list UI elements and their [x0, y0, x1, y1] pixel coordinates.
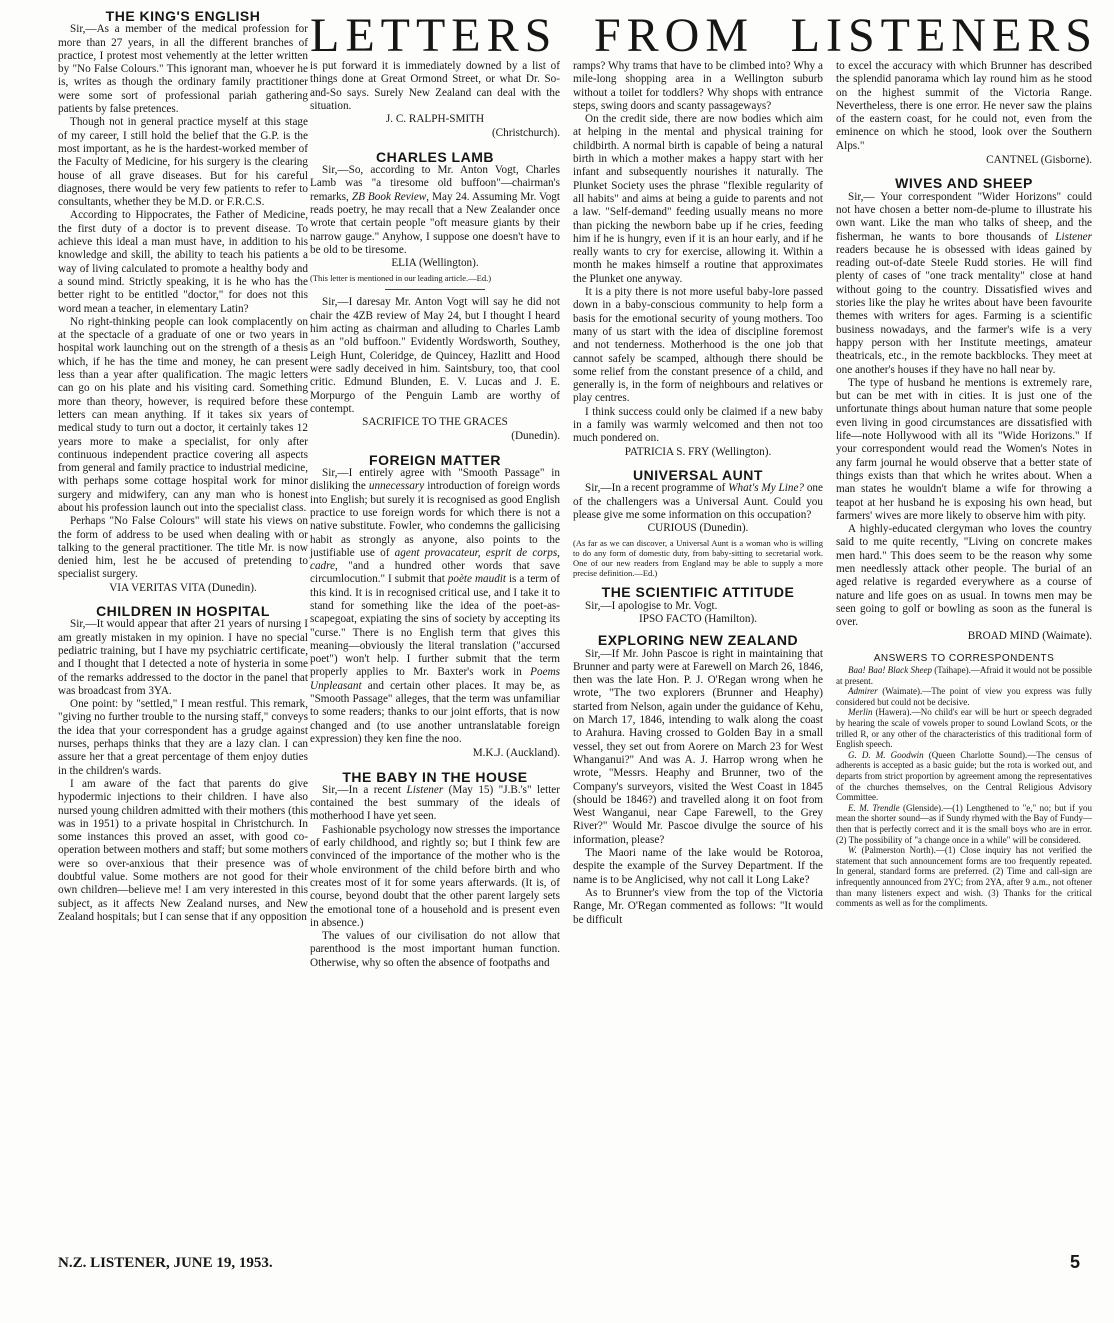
letter-foreign-matter [310, 451, 560, 761]
answer-item [836, 750, 1092, 803]
paragraph: The values of our civilisation do not allow that parenthood is the most important human function. Otherwise, why so often the absence of footpaths and [310, 930, 560, 969]
editor-note: (This letter is mentioned in our leading article.—Ed.) [310, 273, 492, 284]
signature: CURIOUS (Dunedin). [647, 522, 749, 535]
italic-title: Poems Unpleasant [310, 666, 560, 692]
paragraph: Though not in general practice myself at this stage of my career, I still hold the belief that the G.P. is the most important, as he is the hardest-worked member of the Faculty of Medicine, for his surgery is the clearing house of all grave diseases. But for his careful diagnoses, there would be very few patients to refer to consultants, whether they be M.D. or F.R.C.S. [58, 116, 308, 209]
signature: J. C. RALPH-SMITH [385, 113, 485, 126]
column-1 [58, 10, 308, 924]
text: introduction of foreign words into English; but surely it is recognised as good English practice to use foreign words for which there is not a native substitute. Fowler, who condemns the gallicising habit as strongly as anyone, also points to the justifiable use of [310, 480, 560, 559]
heading-universal-aunt: UNIVERSAL AUNT [633, 466, 763, 483]
page-number: 5 [1070, 1252, 1081, 1272]
answers-to-correspondents [836, 652, 1092, 909]
signature: BROAD MIND (Waimate). [967, 630, 1092, 643]
signature: VIA VERITAS VITA (Dunedin). [109, 581, 257, 594]
paragraph [310, 164, 560, 257]
column-2 [310, 60, 560, 970]
correspondent-name: Merlin [848, 707, 873, 718]
text: (Queen Charlotte Sound).—The census of adherents is accepted as a basic guide; but the rota is worked out, and departs from strict proportion by agreement among the representatives of the churches themselves, on the Central Religious Advisory Committee. [836, 749, 1092, 803]
paragraph: I am aware of the fact that parents do give hypodermic injections to their children. I have also nursed young children admitted with their mothers (this was in 1951) to a private hospital in Christchurch. In some instances this proved an asset, with good co-operation between mothers and staff; but some mothers were so over-anxious that their presence was of doubtful value. Some mothers are not good for their own children—believe me! I am very interested in this subject, as it affects New Zealand nurses, and New Zealand hospitals; but I can sense that if any opposition [58, 777, 308, 923]
heading-exploring-nz: EXPLORING NEW ZEALAND [597, 632, 799, 649]
text: and certain other places. It may be, as "Smooth Passage" alleges, that the term was unfamiliar to some readers; thanks to our joint efforts, that is now changed and (to use another untranslatable foreign expression) they ken fine the noo. [310, 679, 560, 745]
answer-item [836, 845, 1092, 909]
paragraph: ramps? Why trams that have to be climbed into? Why a mile-long shopping area in a Wellington suburb without a toilet for toddlers? Why shops with entrance steps, swing doors and scanty passageways? [573, 60, 823, 112]
signature: PATRICIA S. FRY (Wellington). [624, 445, 772, 458]
signature: ELIA (Wellington). [391, 257, 479, 270]
paragraph: is put forward it is immediately downed by a list of things done at Great Ormond Street, or what Dr. So-and-So says. Surely New Zealand can deal with the situation. [310, 60, 560, 112]
correspondent-name: Baa! Baa! Black Sheep [848, 665, 932, 676]
footer-publication-date: N.Z. LISTENER, JUNE 19, 1953. [58, 1255, 273, 1271]
text: Sir,—In a recent programme of [585, 482, 729, 495]
answer-item [836, 686, 1092, 707]
paragraph: The type of husband he mentions is extremely rare, but can be met with in cities. It is just one of the unfortunate things about human nature that some people even living in good circumstances are dissatisfied with life—note Hollywood with all its "Wide Horizons." If your correspondent would read the Women's Notes in any farm journal he would observe that a better state of things exists than that which he writes about. When a man states he wouldn't blame a wife for throwing a teapot at her husband he is exposing his own head, but farmers' wives are more likely to observe him with pity. [836, 376, 1092, 522]
paragraph: to excel the accuracy with which Brunner has described the splendid panorama which lay round him as he stood on the highest summit of the Victoria Range. Nevertheless, there is one error. He never saw the plains of the eastern coast, for he could not, even from the eminence on which he stood, look over the Southern Alps." [836, 60, 1092, 152]
italic-title: Listener [1055, 230, 1092, 243]
paragraph: A highly-educated clergyman who loves the country said to me quite recently, "Living on concrete makes men hard." This does seem to be the reason why some men needlessly attack other people. The burial of an aged relative is regarded everywhere as a course of nature and life goes on as usual. In towns men may be seen going to golf or bowling as soon as the funeral is over. [836, 523, 1092, 629]
text: "and a hundred other words that save circumlocution." I submit that [310, 560, 560, 586]
paragraph [310, 467, 560, 746]
italic-text: unnecessary [368, 480, 425, 493]
correspondent-name: Admirer [848, 686, 878, 697]
heading-baby-house: THE BABY IN THE HOUSE [342, 768, 528, 785]
paragraph: No right-thinking people can look complacently on at the spectacle of a graduate of one or two years in hospital work launching out on the strength of a thesis which, if he has the time and money, he can present less than a year after qualification. The magic letters can go on his plate and his visiting card. Something more than theory, however, is required before these letters can mean anything. If it takes six years of medical study to turn out a doctor, it certainly takes 12 years more to make a specialist, for only after continuous independent practice covering all aspects from general and family practice to industrial medicine, with perhaps some cottage hospital work for minor surgery and midwifery, can any man who is honest about his profession launch out into the specialist class. [58, 315, 308, 514]
heading-children-hospital: CHILDREN IN HOSPITAL [96, 603, 270, 620]
text: (Waimate).—The point of view you express was fully considered but could not be decisive. [836, 686, 1092, 707]
correspondent-name: G. D. M. Goodwin [848, 749, 924, 760]
correspondent-name: W. [848, 845, 857, 856]
column-4 [836, 60, 1092, 909]
letter-charles-lamb [310, 148, 560, 444]
text: Sir,— Your correspondent "Wider Horizons" could not have chosen a better nom-de-plume to illustrate his own want. Like the man who talks of sheep, and the fisherman, he wants to bore thousands of [836, 190, 1092, 243]
paragraph [836, 191, 1092, 377]
paragraph [310, 784, 560, 824]
text: (Palmerston North).—(1) Close inquiry has not verified the statement that such announcement forms are too frequently repeated. In general, standard forms are preferred. (2) Time and call-sign are infrequently announced from 2YC; from 2YA, after 9 a.m., not oftener than many listeners expect and wish. (3) Thanks for the critical comments as well as for the compliments. [836, 845, 1092, 909]
divider [385, 289, 485, 290]
letter-exploring-nz [573, 634, 823, 927]
paragraph: As to Brunner's view from the top of the Victoria Range, Mr. O'Regan commented as follows: "It would be difficult [573, 886, 823, 926]
text: (Taihape).—Afraid it would not be possible at present. [836, 665, 1092, 686]
paragraph: Fashionable psychology now stresses the importance of early childhood, and rightly so; but I think few are convinced of the importance of the mother who is the whole environment of the child before birth and who creates most of it for some years afterwards. (It is, of course, beyond doubt that the other parent largely sets the emotional tone of a household and is present even in absence.) [310, 823, 560, 929]
banner-word-from: FROM [593, 9, 755, 62]
paragraph: Perhaps "No False Colours" will state his views on the form of address to be used when dealing with or talking to the general practitioner. The title Mr. is now denied him, lest he be accused of pretending to specialist surgery. [58, 515, 308, 581]
text: Sir,—I entirely agree with "Smooth Passage" in disliking the [310, 467, 560, 493]
italic-title: Listener [406, 783, 444, 796]
text: one of the challengers was a Universal Aunt. Could you please give me some information on this occupation? [573, 482, 823, 521]
signature: IPSO FACTO (Hamilton). [639, 612, 757, 625]
text: Sir,—In a recent [322, 783, 407, 796]
answer-item [836, 665, 1092, 686]
paragraph: Sir,—If Mr. John Pascoe is right in maintaining that Brunner and party were at Farewell on March 26, 1846, then was the late Hon. P. J. O'Regan wrong when he wrote, "The two explorers (Brunner and Heaphy) started from Nelson, again under the guidance of Kehu, on March 17, 1846, intending to walk along the coast to Arahura. Having crossed to Golden Bay in a small vessel, they set out from Aorere on March 23 for West Whanganui?" And was A. J. Harrop wrong when he wrote, "Messrs. Heaphy and Brunner, two of the Company's surveyors, visited the West Coast in 1845 (should be 1846?) and travelled along it on foot from West Wanganui, near Cape Farewell, to the Grey River?" Would Mr. Pascoe divulge the source of his information, please? [573, 647, 823, 846]
paragraph: Sir,—It would appear that after 21 years of nursing I am greatly mistaken in my opinion. I have no special pediatric training, but I have my psychiatric certificate, and I thought that I detected a note of hysteria in some of the remarks addressed to the doctor in the panel that was broadcast from 3YA. [58, 618, 308, 697]
text: readers because he is obsessed with ideas gained by reading out-of-date Steele Rudd stories. He will find plenty of cases of "one track mentality" close at hand without going to the country. Dissatisfied wives and stories like the play he writes about have been favourite themes with writers for ages. Farming is a scientific business nowadays, and the farmer's wife is a very happy person with her Institute meetings, amateur theatricals, etc., in the remote backblocks. They meet at one another's houses if they have no hall near by. [836, 243, 1092, 376]
heading-kings-english: THE KING'S ENGLISH [105, 8, 261, 24]
text: is a term of this kind. It is in recognised critical use, and I take it to stand for something like the idea of the poet-as-scapegoat, expiating the sins of society by accepting its "curse." There is no English term that gives this meaning—obviously the literal translation ("accursed poet") won't help. I further submit that the term properly applies to Mr. Baxter's work in [310, 573, 560, 679]
signature: CANTNEL (Gisborne). [986, 154, 1092, 167]
paragraph: On the credit side, there are now bodies which aim at helping in the mental and physical training for childbirth. A normal birth is capable of being a natural birth in which a mother makes a happy start with her infant and subsequently nourishes it naturally. The Plunket Society uses the phrase "flexible regularity of all habits" and aims at being a guide to parents and not a law. "Self-demand" feeding usually means no more than picking the newborn babe up if he cries, feeding him if he is hungry, even if it is an hour early, and if he really wants to cry for exercise, allowing it. Within a month he makes himself a routine that approximates the Plunket one anyway. [573, 113, 823, 285]
signature: SACRIFICE TO THE GRACES [362, 416, 508, 429]
text: (Hawera).—No child's ear will be hurt or speech degraded by hearing the scale of vowels proper to sound Lowland Scots, or the trilled R, or any other of the characteristics of this traditional form of English speech. [836, 707, 1092, 750]
heading-scientific-attitude: THE SCIENTIFIC ATTITUDE [601, 584, 795, 601]
letter-universal-aunt [573, 466, 823, 579]
signature-place: (Dunedin). [511, 430, 560, 443]
paragraph: I think success could only be claimed if a new baby in a family was warmly welcomed and then not too much pondered on. [573, 405, 823, 445]
letter-scientific-attitude [573, 586, 823, 626]
paragraph [573, 482, 823, 522]
signature: M.K.J. (Auckland). [472, 747, 560, 760]
banner-word-letters: LETTERS [310, 9, 558, 62]
correspondent-name: E. M. Trendle [848, 802, 900, 813]
letter-kings-english [58, 10, 308, 595]
signature-place: (Christchurch). [491, 127, 560, 140]
text: Sir,—So, according to Mr. Anton Vogt, Charles Lamb was "a tiresome old buffoon"—chairman's remarks, [310, 164, 560, 203]
text: (May 15) "J.B.'s" letter contained the best summary of the ideals of motherhood I have yet seen. [310, 783, 561, 823]
paragraph: It is a pity there is not more useful baby-lore passed down in a baby-conscious community to help form a basis for the emotional security of young mothers. Too many of us start with the idea of discipline foremost and not tenderness. Motherhood is the one job that cannot safely be scamped, although there should be some relief from the constant presence of a child, and generally is, in the form of neighbours and relatives or play centres. [573, 286, 823, 405]
paragraph: According to Hippocrates, the Father of Medicine, the first duty of a doctor is to prevent disease. To achieve this ideal a man must have, in addition to his knowledge and skill, the ability to teach his patients a way of living calculated to promote a healthy body and a sound mind. Strictly speaking, it is he who has the better right to be entitled "doctor," for does not this word mean a teacher, in elementary Latin? [58, 209, 308, 315]
heading-foreign-matter: FOREIGN MATTER [369, 451, 501, 468]
text: (Glenside).—(1) Lengthened to "e," no; but if you mean the shorter sound—as if Sundy rhymed with the Bay of Fundy—then that is perfectly correct and it is the small boys who are in error. (2) The possibility of "a change once in a while" will be considered. [836, 802, 1092, 845]
heading-wives-sheep: WIVES AND SHEEP [895, 175, 1033, 192]
banner-word-listeners: LISTENERS [790, 9, 1098, 62]
letter-children-hospital [58, 605, 308, 924]
answer-item [836, 803, 1092, 845]
heading-answers: ANSWERS TO CORRESPONDENTS [873, 652, 1055, 664]
paragraph: The Maori name of the lake would be Rotoroa, despite the example of the Survey Department. If the name is to be Anglicised, why not call it Long Lake? [573, 847, 823, 886]
letter-baby-house [310, 768, 561, 970]
italic-text: poète maudit [447, 573, 507, 586]
heading-charles-lamb: CHARLES LAMB [376, 148, 494, 165]
italic-title: ZB Book Review [351, 190, 427, 203]
italic-title: What's My Line? [728, 482, 805, 495]
paragraph: Sir,—I apologise to Mr. Vogt. [585, 599, 718, 612]
letter-wives-sheep [836, 177, 1092, 643]
paragraph: One point: by "settled," I mean restful. This remark, "giving no further trouble to the nursing staff," conveys the idea that your correspondent has a grudge against nurses, perhaps thinks that they are a lazy clan. I can assure her that a great percentage of them enjoy duties in the children's wards. [58, 698, 308, 777]
paragraph: Sir,—I daresay Mr. Anton Vogt will say he did not chair the 4ZB review of May 24, but I thought I heard him acting as chairman and alluding to Charles Lamb as an "old buffoon." Evidently Wordsworth, Southey, Leigh Hunt, Coleridge, de Quincey, Hazlitt and Hood were sadly deceived in him. Saintsbury, too, that cool critic. Edmund Blunden, E. V. Lucas and J. E. Morpurgo of the Penguin Lamb are worthy of contempt. [310, 296, 560, 415]
answer-item [836, 707, 1092, 749]
column-3 [573, 60, 823, 927]
page-banner [310, 8, 1098, 64]
italic-text: agent provacateur, esprit de corps, cadre, [310, 546, 560, 573]
paragraph: Sir,—As a member of the medical profession for more than 27 years, in all the different branches of practice, I protest most vehemently at the letter written by "No False Colours." This ignorant man, whoever he is, writes as though the ordinary family practitioner were some sort of professional pariah gathering patients by false pretences. [58, 23, 308, 116]
editor-note: (As far as we can discover, a Universal Aunt is a woman who is willing to do any form of domestic duty, from baby-sitting to secretarial work. One of our new readers from England may be able to supply a more precise definition.—Ed.) [573, 538, 823, 579]
text: , May 24. Assuming Mr. Vogt reads poetry, he may recall that a New Zealander once wrote that certain people "oft measure giants by their narrow gauge." Anyhow, I suppose one doesn't have to be old to be tiresome. [310, 190, 560, 256]
